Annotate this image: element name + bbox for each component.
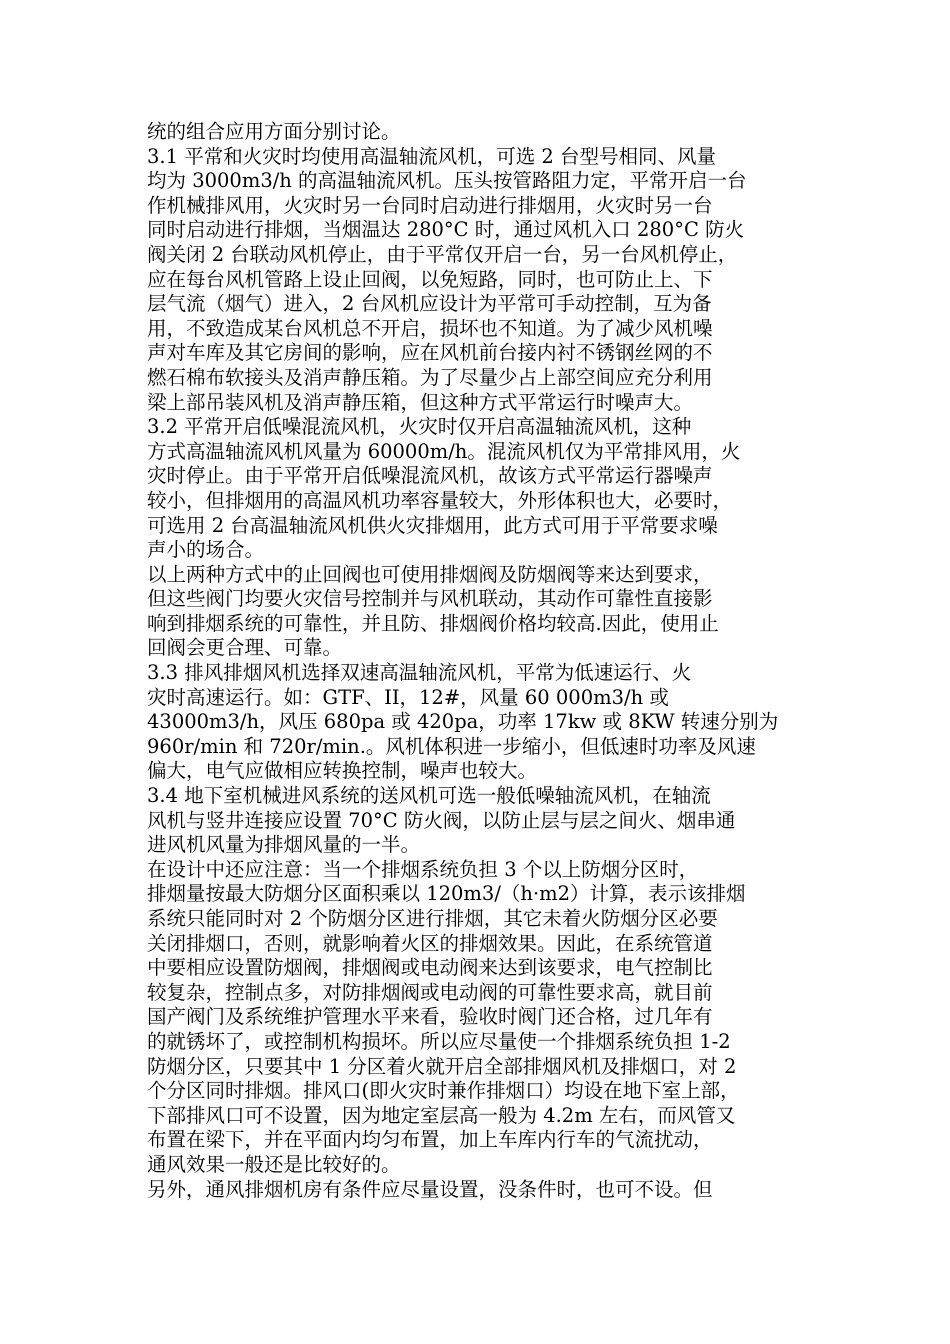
text-line: 以上两种方式中的止回阀也可使用排烟阀及防烟阀等来达到要求， — [147, 562, 713, 586]
text-line: 较复杂，控制点多，对防排烟阀或电动阀的可靠性要求高，就目前 — [147, 980, 713, 1004]
text-line: 3.3 排风排烟风机选择双速高温轴流风机，平常为低速运行、火 — [147, 661, 692, 685]
text-line: 中要相应设置防烟阀，排烟阀或电动阀来达到该要求，电气控制比 — [147, 956, 713, 980]
document-page — [147, 120, 807, 1202]
text-line: 个分区同时排烟。排风口(即火灾时兼作排烟口）均设在地下室上部， — [147, 1079, 740, 1103]
text-line: 均为 3000m3/h 的高温轴流风机。压头按管路阻力定，平常开启一台 — [147, 169, 747, 193]
text-line: 可选用 2 台高温轴流风机供火灾排烟用，此方式可用于平常要求噪 — [147, 513, 718, 537]
text-line: 下部排风口可不设置，因为地定室层高一般为 4.2m 左右，而风管又 — [147, 1103, 736, 1127]
text-line: 但这些阀门均要火灾信号控制并与风机联动，其动作可靠性直接影 — [147, 587, 713, 611]
text-line: 应在每台风机管路上设止回阀，以免短路，同时，也可防止上、下 — [147, 267, 713, 291]
text-line: 灾时高速运行。如：GTF、II，12#，风量 60 000m3/h 或 — [147, 685, 669, 709]
text-line: 声对车库及其它房间的影响，应在风机前台接内衬不锈钢丝网的不 — [147, 341, 713, 365]
text-line: 在设计中还应注意：当一个排烟系统负担 3 个以上防烟分区时， — [147, 857, 699, 881]
text-line: 的就锈坏了，或控制机构损坏。所以应尽量使一个排烟系统负担 1-2 — [147, 1029, 731, 1053]
text-line: 进风机风量为排烟风量的一半。 — [147, 833, 421, 857]
text-line: 阀关闭 2 台联动风机停止，由于平常仅开启一台，另一台风机停止， — [147, 242, 738, 266]
text-line: 声小的场合。 — [147, 538, 265, 562]
text-line: 风机与竖井连接应设置 70°C 防火阀，以防止层与层之间火、烟串通 — [147, 808, 736, 832]
text-line: 响到排烟系统的可靠性，并且防、排烟阀价格均较高.因此，使用止 — [147, 611, 719, 635]
text-line: 层气流（烟气）进入，2 台风机应设计为平常可手动控制，互为备 — [147, 292, 712, 316]
text-line: 960r/min 和 720r/min.。风机体积进一步缩小，但低速时功率及风速 — [147, 734, 756, 758]
text-line: 梁上部吊装风机及消声静压箱，但这种方式平常运行时噪声大。 — [147, 390, 694, 414]
text-line: 灾时停止。由于平常开启低噪混流风机，故该方式平常运行器噪声 — [147, 464, 713, 488]
text-line: 关闭排烟口，否则，就影响着火区的排烟效果。因此，在系统管道 — [147, 931, 713, 955]
text-line: 回阀会更合理、可靠。 — [147, 636, 343, 660]
text-line: 作机械排风用，火灾时另一台同时启动进行排烟用，火灾时另一台 — [147, 193, 713, 217]
text-line: 3.4 地下室机械进风系统的送风机可选一般低噪轴流风机，在轴流 — [147, 784, 711, 808]
text-line: 偏大，电气应做相应转换控制，噪声也较大。 — [147, 759, 538, 783]
text-line: 排烟量按最大防烟分区面积乘以 120m3/（h·m2）计算，表示该排烟 — [147, 882, 746, 906]
text-line: 通风效果一般还是比较好的。 — [147, 1152, 401, 1176]
text-line: 统的组合应用方面分别讨论。 — [147, 120, 401, 143]
text-line: 3.2 平常开启低噪混流风机，火灾时仅开启高温轴流风机，这种 — [147, 415, 692, 439]
text-line: 国产阀门及系统维护管理水平来看，验收时阀门还合格，过几年有 — [147, 1005, 713, 1029]
text-line: 3.1 平常和火灾时均使用高温轴流风机，可选 2 台型号相同、风量 — [147, 144, 717, 168]
text-line: 同时启动进行排烟，当烟温达 280°C 时，通过风机入口 280°C 防火 — [147, 218, 745, 242]
text-line: 用，不致造成某台风机总不开启，损坏也不知道。为了减少风机噪 — [147, 316, 713, 340]
text-line: 43000m3/h，风压 680pa 或 420pa，功率 17kw 或 8KW 转速分别为 — [147, 710, 779, 734]
text-line: 较小，但排烟用的高温风机功率容量较大，外形体积也大，必要时， — [147, 488, 733, 512]
text-line: 另外，通风排烟机房有条件应尽量设置，没条件时，也可不设。但 — [147, 1177, 713, 1201]
text-line: 系统只能同时对 2 个防烟分区进行排烟，其它未着火防烟分区必要 — [147, 907, 718, 930]
text-line: 布置在梁下，并在平面内均匀布置，加上车库内行车的气流扰动， — [147, 1128, 713, 1152]
text-line: 燃石棉布软接头及消声静压箱。为了尽量少占上部空间应充分利用 — [147, 365, 713, 389]
text-line: 防烟分区，只要其中 1 分区着火就开启全部排烟风机及排烟口，对 2 — [147, 1054, 737, 1078]
text-line: 方式高温轴流风机风量为 60000m/h。混流风机仅为平常排风用，火 — [147, 439, 741, 463]
